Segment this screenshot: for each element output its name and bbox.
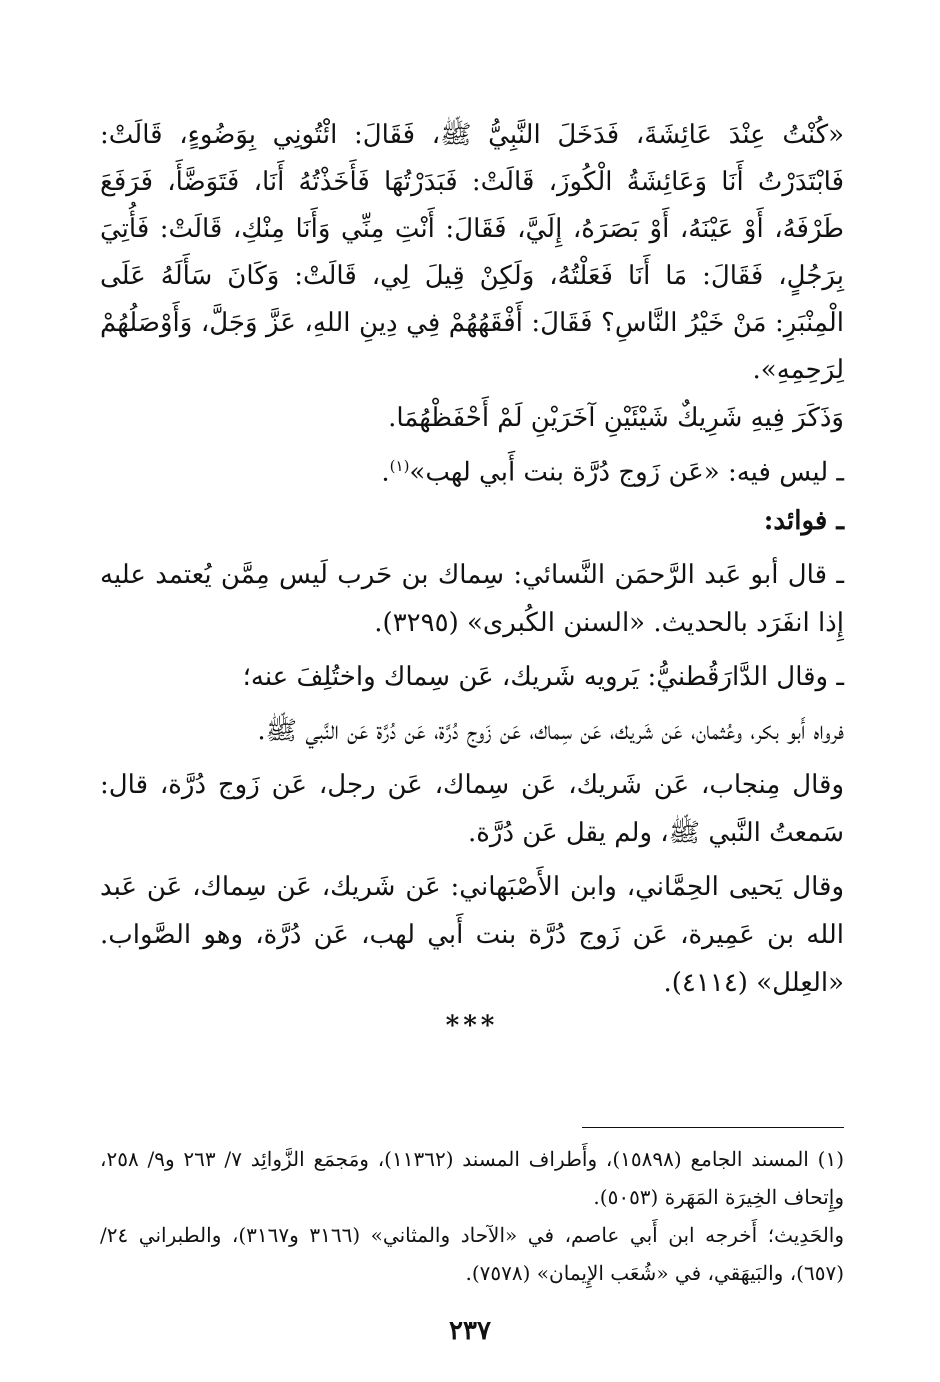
nasai-paragraph: ـ قال أبو عَبد الرَّحمَن النَّسائي: سِماك بن حَرب لَيس مِمَّن يُعتمد عليه إِذا انفَرَد بالحديث. «السنن الكُبرى» (٣٢٩٥). (100, 559, 844, 638)
footnotes (100, 1140, 844, 1292)
footnote-divider (582, 1127, 844, 1128)
footnote-ref-1[interactable]: (١) (389, 457, 410, 475)
fawaid-heading: ـ فوائد: (763, 505, 844, 536)
narration-paragraph-2: وقال مِنجاب، عَن شَريك، عَن سِماك، عَن رجل، عَن زَوج دُرَّة، قال: سَمعتُ النَّبي ﷺ، ولم يقل عَن دُرَّة. (100, 769, 844, 848)
absent-note-text: ـ ليس فيه: «عَن زَوج دُرَّة بنت أَبي لهب» (409, 457, 844, 488)
section-separator: *** (445, 1010, 499, 1041)
absent-note-line: ـ ليس فيه: «عَن زَوج دُرَّة بنت أَبي لهب»$^{(١)}$. (381, 457, 844, 488)
sharik-mention-line: وَذَكَرَ فِيهِ شَرِيكٌ شَيْئَيْنِ آخَرَيْنِ لَمْ أَحْفَظْهُمَا. (388, 403, 844, 433)
page-number: ٢٣٧ (449, 1316, 491, 1346)
footnote-1: (١) المسند الجامع (١٥٨٩٨)، وأَطراف المسند (١١٣٦٢)، ومَجمَع الزَّوائِد ٧/ ٢٦٣ و٩/ ٢٥٨، وإِتحاف الخِيرَة المَهَرة (٥٠٥٣). (100, 1147, 844, 1209)
footnote-2: والحَدِيث؛ أَخرجه ابن أَبي عاصم، في «الآحاد والمثاني» (٣١٦٦ و٣١٦٧)، والطبراني ٢٤/ (٦٥٧)، والبَيهَقي، في «شُعَب الإِيمان» (٧٥٧٨). (100, 1223, 845, 1285)
main-text (100, 112, 844, 1041)
hadith-paragraph: «كُنْتُ عِنْدَ عَائِشَةَ، فَدَخَلَ النَّبِيُّ ﷺ، فَقَالَ: ائْتُونِي بِوَضُوءٍ، قَالَتْ: فَابْتَدَرْتُ أَنَا وَعَائِشَةُ الْكُوزَ، قَالَتْ: فَبَدَرْتُهَا فَأَخَذْتُهُ أَنَا، فَتَوَضَّأَ، فَرَفَعَ طَرْفَهُ، أَوْ عَيْنَهُ، أَوْ بَصَرَهُ، إِلَيَّ، فَقَالَ: أَنْتِ مِنِّي وَأَنَا مِنْكِ، قَالَتْ: فَأُتِيَ بِرَجُلٍ، فَقَالَ: مَا أَنَا فَعَلْتُهُ، وَلَكِنْ قِيلَ لِي، قَالَتْ: وَكَانَ سَأَلَهُ عَلَى الْمِنْبَرِ: مَنْ خَيْرُ النَّاسِ؟ فَقَالَ: أَفْقَهُهُمْ فِي دِينِ اللهِ، عَزَّ وَجَلَّ، وَأَوْصَلُهُمْ لِرَحِمِهِ». (100, 120, 844, 385)
narration-paragraph-1: فرواه أَبو بكر، وعُثمان، عَن شَريك، عَن سِماك، عَن زَوج دُرَّة، عَن دُرَّة عَن النَّبي ﷺ. (257, 715, 844, 746)
daraqutni-paragraph: ـ وقال الدَّارَقُطنيُّ: يَرويه شَريك، عَن سِماك واختُلِفَ عنه؛ (242, 661, 844, 692)
narration-paragraph-3: وقال يَحيى الحِمَّاني، وابن الأَصْبَهاني: عَن شَريك، عَن سِماك، عَن عَبد الله بن عَمِيرة، عَن زَوج دُرَّة بنت أَبي لهب، عَن دُرَّة، وهو الصَّواب. «العِلل» (٤١١٤). (100, 871, 844, 998)
